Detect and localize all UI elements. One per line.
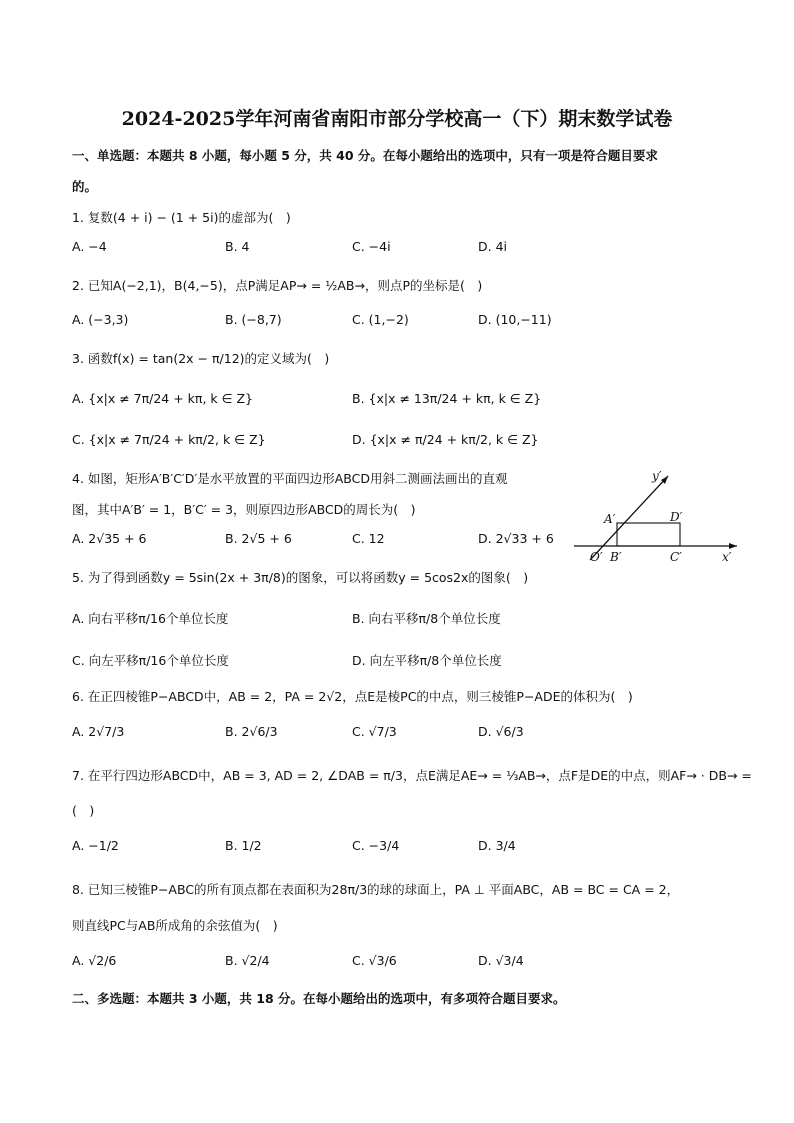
question-7-stem-cont: ( ): [72, 803, 95, 818]
question-2-stem: 2. 已知A(−2,1)，B(4,−5)，点P满足AP→ = ½AB→，则点P的坐标是( ): [72, 278, 483, 293]
label-o-prime: O′: [590, 550, 603, 564]
question-1-stem: 1. 复数(4 + i) − (1 + 5i)的虚部为( ): [72, 210, 291, 225]
label-x-prime: x′: [722, 550, 732, 564]
q1-option-b: B. 4: [225, 239, 250, 254]
q8-option-d: D. √3/4: [478, 953, 524, 968]
label-y-prime: y′: [652, 469, 662, 483]
q5-option-c: C. 向左平移π/16个单位长度: [72, 653, 229, 668]
q1-option-d: D. 4i: [478, 239, 507, 254]
q6-option-a: A. 2√7/3: [72, 724, 125, 739]
question-4-stem: 4. 如图，矩形A′B′C′D′是水平放置的平面四边形ABCD用斜二测画法画出的直观: [72, 471, 508, 486]
question-7-stem: 7. 在平行四边形ABCD中，AB = 3, AD = 2, ∠DAB = π/3，点E满足AE→ = ⅓AB→，点F是DE的中点，则AF→ · DB→ =: [72, 768, 752, 783]
q5-option-a: A. 向右平移π/16个单位长度: [72, 611, 229, 626]
q3-option-a: A. {x|x ≠ 7π/24 + kπ, k ∈ Z}: [72, 391, 253, 406]
q6-option-b: B. 2√6/3: [225, 724, 278, 739]
q7-option-d: D. 3/4: [478, 838, 516, 853]
q5-option-d: D. 向左平移π/8个单位长度: [352, 653, 502, 668]
q4-option-c: C. 12: [352, 531, 385, 546]
section-1-heading-cont: 的。: [72, 179, 98, 194]
q7-option-b: B. 1/2: [225, 838, 262, 853]
q6-option-c: C. √7/3: [352, 724, 397, 739]
q7-option-a: A. −1/2: [72, 838, 119, 853]
section-2-heading: 二、多选题：本题共 3 小题，共 18 分。在每小题给出的选项中，有多项符合题目要求。: [72, 991, 566, 1006]
question-6-stem: 6. 在正四棱锥P−ABCD中，AB = 2，PA = 2√2，点E是棱PC的中点，则三棱锥P−ADE的体积为( ): [72, 689, 633, 704]
q8-option-b: B. √2/4: [225, 953, 270, 968]
section-1-heading: 一、单选题：本题共 8 小题，每小题 5 分，共 40 分。在每小题给出的选项中，只有一项是符合题目要求: [72, 148, 658, 163]
label-b-prime: B′: [610, 550, 622, 564]
q2-option-c: C. (1,−2): [352, 312, 409, 327]
rectangle-abcd: [617, 523, 680, 546]
question-8-stem-cont: 则直线PC与AB所成角的余弦值为( ): [72, 918, 278, 933]
q8-option-c: C. √3/6: [352, 953, 397, 968]
q6-option-d: D. √6/3: [478, 724, 524, 739]
q7-option-c: C. −3/4: [352, 838, 400, 853]
q2-option-d: D. (10,−11): [478, 312, 552, 327]
question-5-stem: 5. 为了得到函数y = 5sin(2x + 3π/8)的图象，可以将函数y = 5cos2x的图象( ): [72, 570, 529, 585]
page-title: 2024-2025学年河南省南阳市部分学校高一（下）期末数学试卷: [121, 108, 673, 130]
q3-option-d: D. {x|x ≠ π/24 + kπ/2, k ∈ Z}: [352, 432, 539, 447]
q5-option-b: B. 向右平移π/8个单位长度: [352, 611, 501, 626]
oblique-projection-diagram: [572, 468, 742, 564]
label-a-prime: A′: [604, 512, 616, 526]
q1-option-a: A. −4: [72, 239, 107, 254]
q1-option-c: C. −4i: [352, 239, 391, 254]
question-8-stem: 8. 已知三棱锥P−ABC的所有顶点都在表面积为28π/3的球的球面上，PA ⊥ 平面ABC，AB = BC = CA = 2，: [72, 882, 680, 897]
q2-option-a: A. (−3,3): [72, 312, 129, 327]
y-axis: [590, 476, 668, 560]
question-4-stem-cont: 图，其中A′B′ = 1，B′C′ = 3，则原四边形ABCD的周长为( ): [72, 502, 416, 517]
x-axis-arrow-icon: [729, 543, 737, 549]
q8-option-a: A. √2/6: [72, 953, 117, 968]
label-d-prime: D′: [670, 510, 683, 524]
q2-option-b: B. (−8,7): [225, 312, 282, 327]
q4-option-a: A. 2√35 + 6: [72, 531, 147, 546]
q4-option-b: B. 2√5 + 6: [225, 531, 292, 546]
q3-option-c: C. {x|x ≠ 7π/24 + kπ/2, k ∈ Z}: [72, 432, 266, 447]
q3-option-b: B. {x|x ≠ 13π/24 + kπ, k ∈ Z}: [352, 391, 542, 406]
label-c-prime: C′: [670, 550, 682, 564]
q4-option-d: D. 2√33 + 6: [478, 531, 554, 546]
question-3-stem: 3. 函数f(x) = tan(2x − π/12)的定义域为( ): [72, 351, 330, 366]
